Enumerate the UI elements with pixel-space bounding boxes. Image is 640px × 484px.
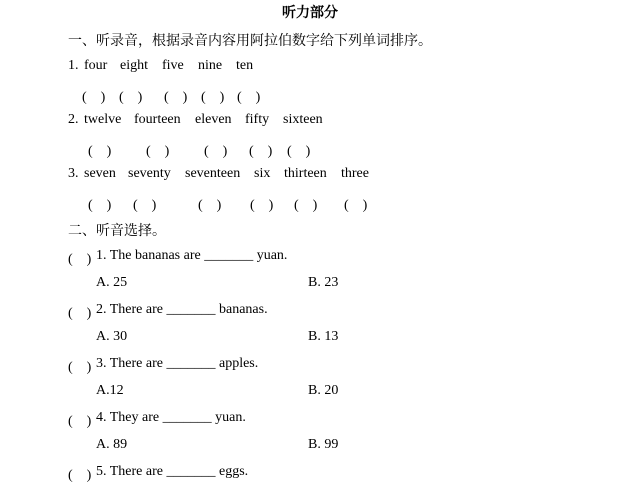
group3-blank-6[interactable]: ( ) bbox=[344, 198, 368, 213]
section1-heading: 一、听录音，根据录音内容用阿拉伯数字给下列单词排序。 bbox=[68, 33, 432, 49]
q1-option-a: A. 25 bbox=[96, 275, 128, 290]
group1-word-eight: eight bbox=[120, 58, 148, 73]
q2-option-a: A. 30 bbox=[96, 329, 128, 344]
group2-blank-2[interactable]: ( ) bbox=[146, 144, 170, 159]
group3-word-seventy: seventy bbox=[128, 166, 171, 181]
q1-option-b: B. 23 bbox=[308, 275, 339, 290]
page-title: 听力部分 bbox=[282, 5, 338, 21]
group1-word-nine: nine bbox=[198, 58, 223, 73]
q4-stem: 4. They are _______ yuan. bbox=[96, 410, 246, 425]
q3-stem: 3. There are _______ apples. bbox=[96, 356, 259, 371]
group1-word-four: four bbox=[84, 58, 108, 73]
group3-number: 3. bbox=[68, 166, 79, 181]
group2-word-eleven: eleven bbox=[195, 112, 232, 127]
group3-blank-2[interactable]: ( ) bbox=[133, 198, 157, 213]
group1-blank-2[interactable]: ( ) bbox=[119, 90, 143, 105]
group3-blank-4[interactable]: ( ) bbox=[250, 198, 274, 213]
group1-word-five: five bbox=[162, 58, 184, 73]
group1-number: 1. bbox=[68, 58, 79, 73]
group2-number: 2. bbox=[68, 112, 79, 127]
group1-word-ten: ten bbox=[236, 58, 254, 73]
q2-stem: 2. There are _______ bananas. bbox=[96, 302, 268, 317]
group3-word-thirteen: thirteen bbox=[284, 166, 327, 181]
group1-blank-3[interactable]: ( ) bbox=[164, 90, 188, 105]
q3-option-b: B. 20 bbox=[308, 383, 339, 398]
q1-stem: 1. The bananas are _______ yuan. bbox=[96, 248, 288, 263]
group2-word-twelve: twelve bbox=[84, 112, 122, 127]
group3-word-seven: seven bbox=[84, 166, 116, 181]
section2-heading: 二、听音选择。 bbox=[68, 223, 166, 239]
group2-word-sixteen: sixteen bbox=[283, 112, 323, 127]
group3-blank-3[interactable]: ( ) bbox=[198, 198, 222, 213]
group2-blank-4[interactable]: ( ) bbox=[249, 144, 273, 159]
q4-option-b: B. 99 bbox=[308, 437, 339, 452]
group2-blank-1[interactable]: ( ) bbox=[88, 144, 112, 159]
q5-stem: 5. There are _______ eggs. bbox=[96, 464, 249, 479]
q4-option-a: A. 89 bbox=[96, 437, 128, 452]
group2-blank-5[interactable]: ( ) bbox=[287, 144, 311, 159]
q3-answer-blank[interactable]: ( ) bbox=[68, 360, 92, 375]
group2-word-fourteen: fourteen bbox=[134, 112, 181, 127]
group3-blank-5[interactable]: ( ) bbox=[294, 198, 318, 213]
group2-word-fifty: fifty bbox=[245, 112, 270, 127]
group1-blank-5[interactable]: ( ) bbox=[237, 90, 261, 105]
group3-word-seventeen: seventeen bbox=[185, 166, 241, 181]
group1-blank-1[interactable]: ( ) bbox=[82, 90, 106, 105]
group2-blank-3[interactable]: ( ) bbox=[204, 144, 228, 159]
q3-option-a: A.12 bbox=[96, 383, 124, 398]
q2-answer-blank[interactable]: ( ) bbox=[68, 306, 92, 321]
group1-blank-4[interactable]: ( ) bbox=[201, 90, 225, 105]
group3-word-three: three bbox=[341, 166, 369, 181]
q2-option-b: B. 13 bbox=[308, 329, 339, 344]
group3-blank-1[interactable]: ( ) bbox=[88, 198, 112, 213]
group3-word-six: six bbox=[254, 166, 271, 181]
q1-answer-blank[interactable]: ( ) bbox=[68, 252, 92, 267]
q4-answer-blank[interactable]: ( ) bbox=[68, 414, 92, 429]
q5-answer-blank[interactable]: ( ) bbox=[68, 468, 92, 483]
